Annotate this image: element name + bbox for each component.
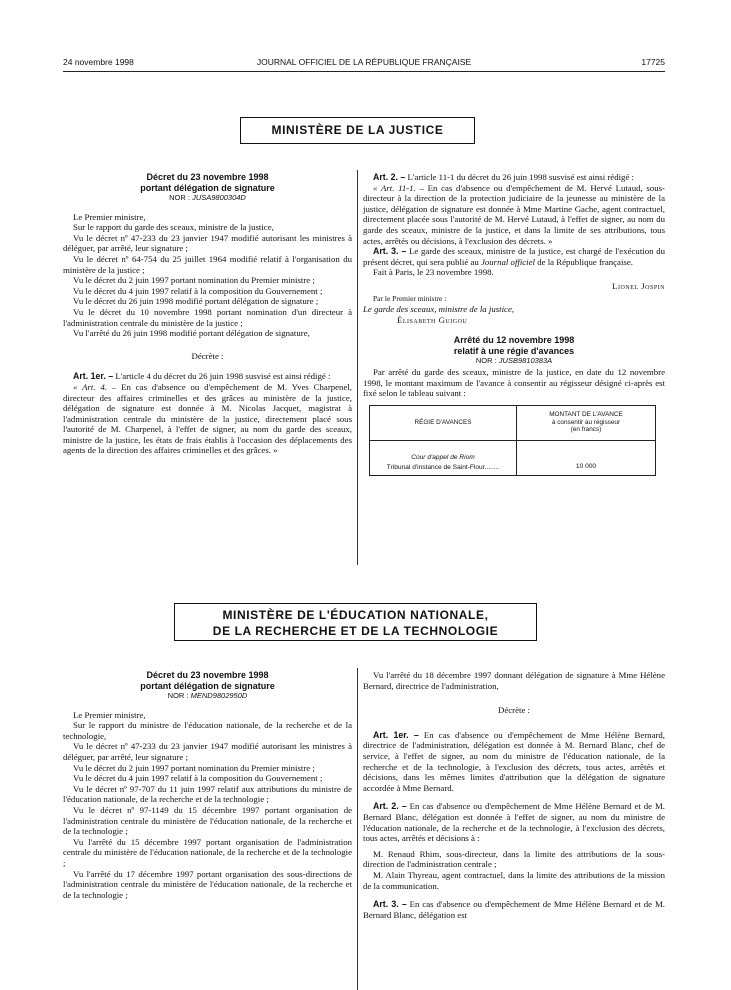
- paragraph: Sur le rapport du ministre de l'éducation nationale, de la recherche et de la technologie,: [63, 720, 352, 741]
- paragraph: M. Renaud Rhim, sous-directeur, dans la limite des attributions de la sous-direction de l'administration centrale ;: [363, 848, 665, 870]
- par-le-premier-ministre: Par le Premier ministre :: [373, 293, 447, 303]
- decret-education-left-column: [63, 670, 352, 900]
- paragraph: Vu le décret du 10 novembre 1998 portant nomination d'un directeur à l'administration centrale du ministère de la justice ;: [63, 306, 352, 328]
- paragraph: Vu l'arrêté du 17 décembre 1997 portant organisation des sous-directions de l'administration centrale du ministère de l'éducation nationale, de la recherche et de la technologie ;: [63, 868, 352, 900]
- paragraph: Vu le décret nº 64-754 du 25 juillet 1964 modifié relatif à l'organisation du ministère de la justice ;: [63, 253, 352, 275]
- paragraph: Vu l'arrêté du 18 décembre 1997 donnant délégation de signature à Mme Hélène Bernard, directrice de l'administration,: [363, 670, 665, 691]
- article-1: Art. 1er. – En cas d'absence ou d'empêchement de Mme Hélène Bernard, directrice de l'administration, délégation est donnée à M. Bernard Blanc, chef de service, à l'effet de signer, au nom du ministre de l'éducation nationale, de la recherche et de la technologie, à l'exclusion des décrets, tous actes, arrêtés et décisions, dans les mêmes limites d'attribution que la délégation de signature accordée à Mme Bernard.: [363, 729, 666, 793]
- signature-jospin: Lionel Jospin: [612, 280, 665, 291]
- article-3: Art. 3. – En cas d'absence ou d'empêchement de Mme Hélène Bernard et de M. Bernard Blanc, délégation est: [363, 899, 665, 920]
- table-cell-montant: 10 000: [517, 440, 656, 475]
- paragraph: Sur le rapport du garde des sceaux, ministre de la justice,: [73, 222, 274, 233]
- header-rule: [63, 71, 665, 72]
- paragraph: Vu le décret nº 97-707 du 11 juin 1997 relatif aux attributions du ministre de l'éducation nationale, de la recherche et de la technologie ;: [63, 783, 352, 805]
- decret-subtitle: portant délégation de signature: [140, 680, 275, 691]
- article-2: Art. 2. – En cas d'absence ou d'empêchement de Mme Hélène Bernard et de M. Bernard Blanc, délégation est donnée à l'effet de signer, au nom du ministre de l'éducation nationale, de la recherche et de la technologie, à l'exclusion des décrets, tous actes, arrêtés et décisions à :: [363, 801, 665, 844]
- decrete-heading: Décrète :: [191, 350, 224, 361]
- decret-education-right-column: [363, 670, 665, 920]
- article-11-1-quote: « Art. 11-1. – En cas d'absence ou d'empêchement de M. Hervé Lutaud, sous-directeur à la direction de la protection judiciaire de la jeunesse au ministère de la justice, délégation de signature est donnée à Mme Martine Gache, agent contractuel, directement placée sous l'autorité de M. Hervé Lutaud, à l'effet de signer, au nom du garde des sceaux, ministre de la justice, et dans la limite de ses attributions, tous actes, arrêtés ou décisions, à l'exclusion des décrets. »: [363, 182, 665, 246]
- decret-subtitle: portant délégation de signature: [140, 182, 275, 193]
- signature-guigou: Élisabeth Guigou: [397, 314, 468, 325]
- paragraph: Vu le décret du 4 juin 1997 relatif à la composition du Gouvernement ;: [73, 773, 323, 784]
- decret-title: Décret du 23 novembre 1998: [146, 670, 269, 680]
- decret-justice-right-column: [363, 172, 665, 476]
- regie-avances-table: [369, 405, 656, 476]
- arrete-text: Par arrêté du garde des sceaux, ministre de la justice, en date du 12 novembre 1998, le montant maximum de l'avance à consentir au régisseur désigné ci-après est fixé selon le tableau suivant :: [363, 366, 665, 399]
- table-header-regie: RÉGIE D'AVANCES: [370, 405, 517, 440]
- paragraph: Vu le décret du 2 juin 1997 portant nomination du Premier ministre ;: [73, 275, 315, 286]
- decret-justice-left-column: [63, 172, 352, 456]
- nor-reference: NOR : JUSA9800304D: [169, 193, 246, 202]
- paragraph: Vu le décret du 26 juin 1998 modifié portant délégation de signature ;: [73, 296, 319, 307]
- paragraph: Vu le décret nº 47-233 du 23 janvier 1947 modifié autorisant les ministres à déléguer, par arrêté, leur signature ;: [63, 741, 352, 762]
- table-cell-regie: Cour d'appel de Riom Tribunal d'instance de Saint-Flour........: [370, 440, 517, 475]
- table-row: [370, 440, 656, 475]
- paragraph: Vu l'arrêté du 26 juin 1998 modifié portant délégation de signature,: [73, 328, 310, 339]
- paragraph: Le Premier ministre,: [73, 211, 146, 222]
- header-journal-title: JOURNAL OFFICIEL DE LA RÉPUBLIQUE FRANÇAISE: [256, 57, 472, 67]
- garde-des-sceaux: Le garde des sceaux, ministre de la justice,: [363, 304, 515, 315]
- header-date: 24 novembre 1998: [63, 57, 134, 67]
- paragraph: Vu le décret du 4 juin 1997 relatif à la composition du Gouvernement ;: [73, 285, 323, 296]
- table-header-montant: MONTANT DE L'AVANCE à consentir au régisseur (en francs): [517, 405, 656, 440]
- fait-a-paris: Fait à Paris, le 23 novembre 1998.: [373, 267, 494, 278]
- header-page-number: 17725: [641, 57, 665, 67]
- ministry-justice-heading: MINISTÈRE DE LA JUSTICE: [240, 117, 475, 144]
- paragraph: Vu l'arrêté du 15 décembre 1997 portant organisation de l'administration centrale du ministère de l'éducation nationale, de la recherche et de la technologie ;: [63, 836, 352, 868]
- paragraph: M. Alain Thyreau, agent contractuel, dans la limite des attributions de la mission de la communication.: [363, 869, 665, 891]
- article-4-quote: « Art. 4. – En cas d'absence ou d'empêchement de M. Yves Charpenel, directeur des affaires criminelles et des grâces au ministère de la justice, délégation de signature est donnée à M. Nicolas Jacquet, magistrat à l'administration centrale du ministère de la justice, directement placé sous l'autorité de M. Charpenel, à l'effet de signer, au nom du garde des sceaux, ministre de la justice, les états de frais établis à l'occasion des déplacements des agents de la direction des affaires criminelles et des grâces. »: [63, 381, 352, 456]
- arrete-title: Arrêté du 12 novembre 1998: [453, 335, 575, 346]
- nor-reference: NOR : MEND9802950D: [167, 691, 248, 700]
- paragraph: Vu le décret nº 47-233 du 23 janvier 1947 modifié autorisant les ministres à déléguer, par arrêté, leur signature ;: [63, 232, 352, 254]
- decret-title: Décret du 23 novembre 1998: [146, 172, 269, 182]
- paragraph: Le Premier ministre,: [73, 709, 146, 720]
- column-divider-bottom: [357, 668, 358, 990]
- arrete-subtitle: relatif à une régie d'avances: [453, 345, 575, 356]
- column-divider-top: [357, 170, 358, 565]
- article-2: Art. 2. – L'article 11-1 du décret du 26 juin 1998 susvisé est ainsi rédigé :: [373, 172, 634, 182]
- decrete-heading: Décrète :: [498, 705, 530, 716]
- page-header: [63, 57, 665, 69]
- article-1: Art. 1er. – L'article 4 du décret du 26 juin 1998 susvisé est ainsi rédigé :: [73, 371, 331, 382]
- paragraph: Vu le décret du 2 juin 1997 portant nomination du Premier ministre ;: [73, 762, 315, 773]
- article-3: Art. 3. – Le garde des sceaux, ministre de la justice, est chargé de l'exécution du présent décret, qui sera publié au Journal officiel de la République française.: [363, 246, 665, 267]
- nor-reference: NOR : JUSB9810383A: [475, 356, 553, 366]
- paragraph: Vu le décret nº 97-1149 du 15 décembre 1997 portant organisation de l'administration centrale du ministère de l'éducation nationale, de la recherche et de la technologie ;: [63, 804, 352, 837]
- ministry-education-heading: MINISTÈRE DE L'ÉDUCATION NATIONALE, DE LA RECHERCHE ET DE LA TECHNOLOGIE: [174, 603, 537, 641]
